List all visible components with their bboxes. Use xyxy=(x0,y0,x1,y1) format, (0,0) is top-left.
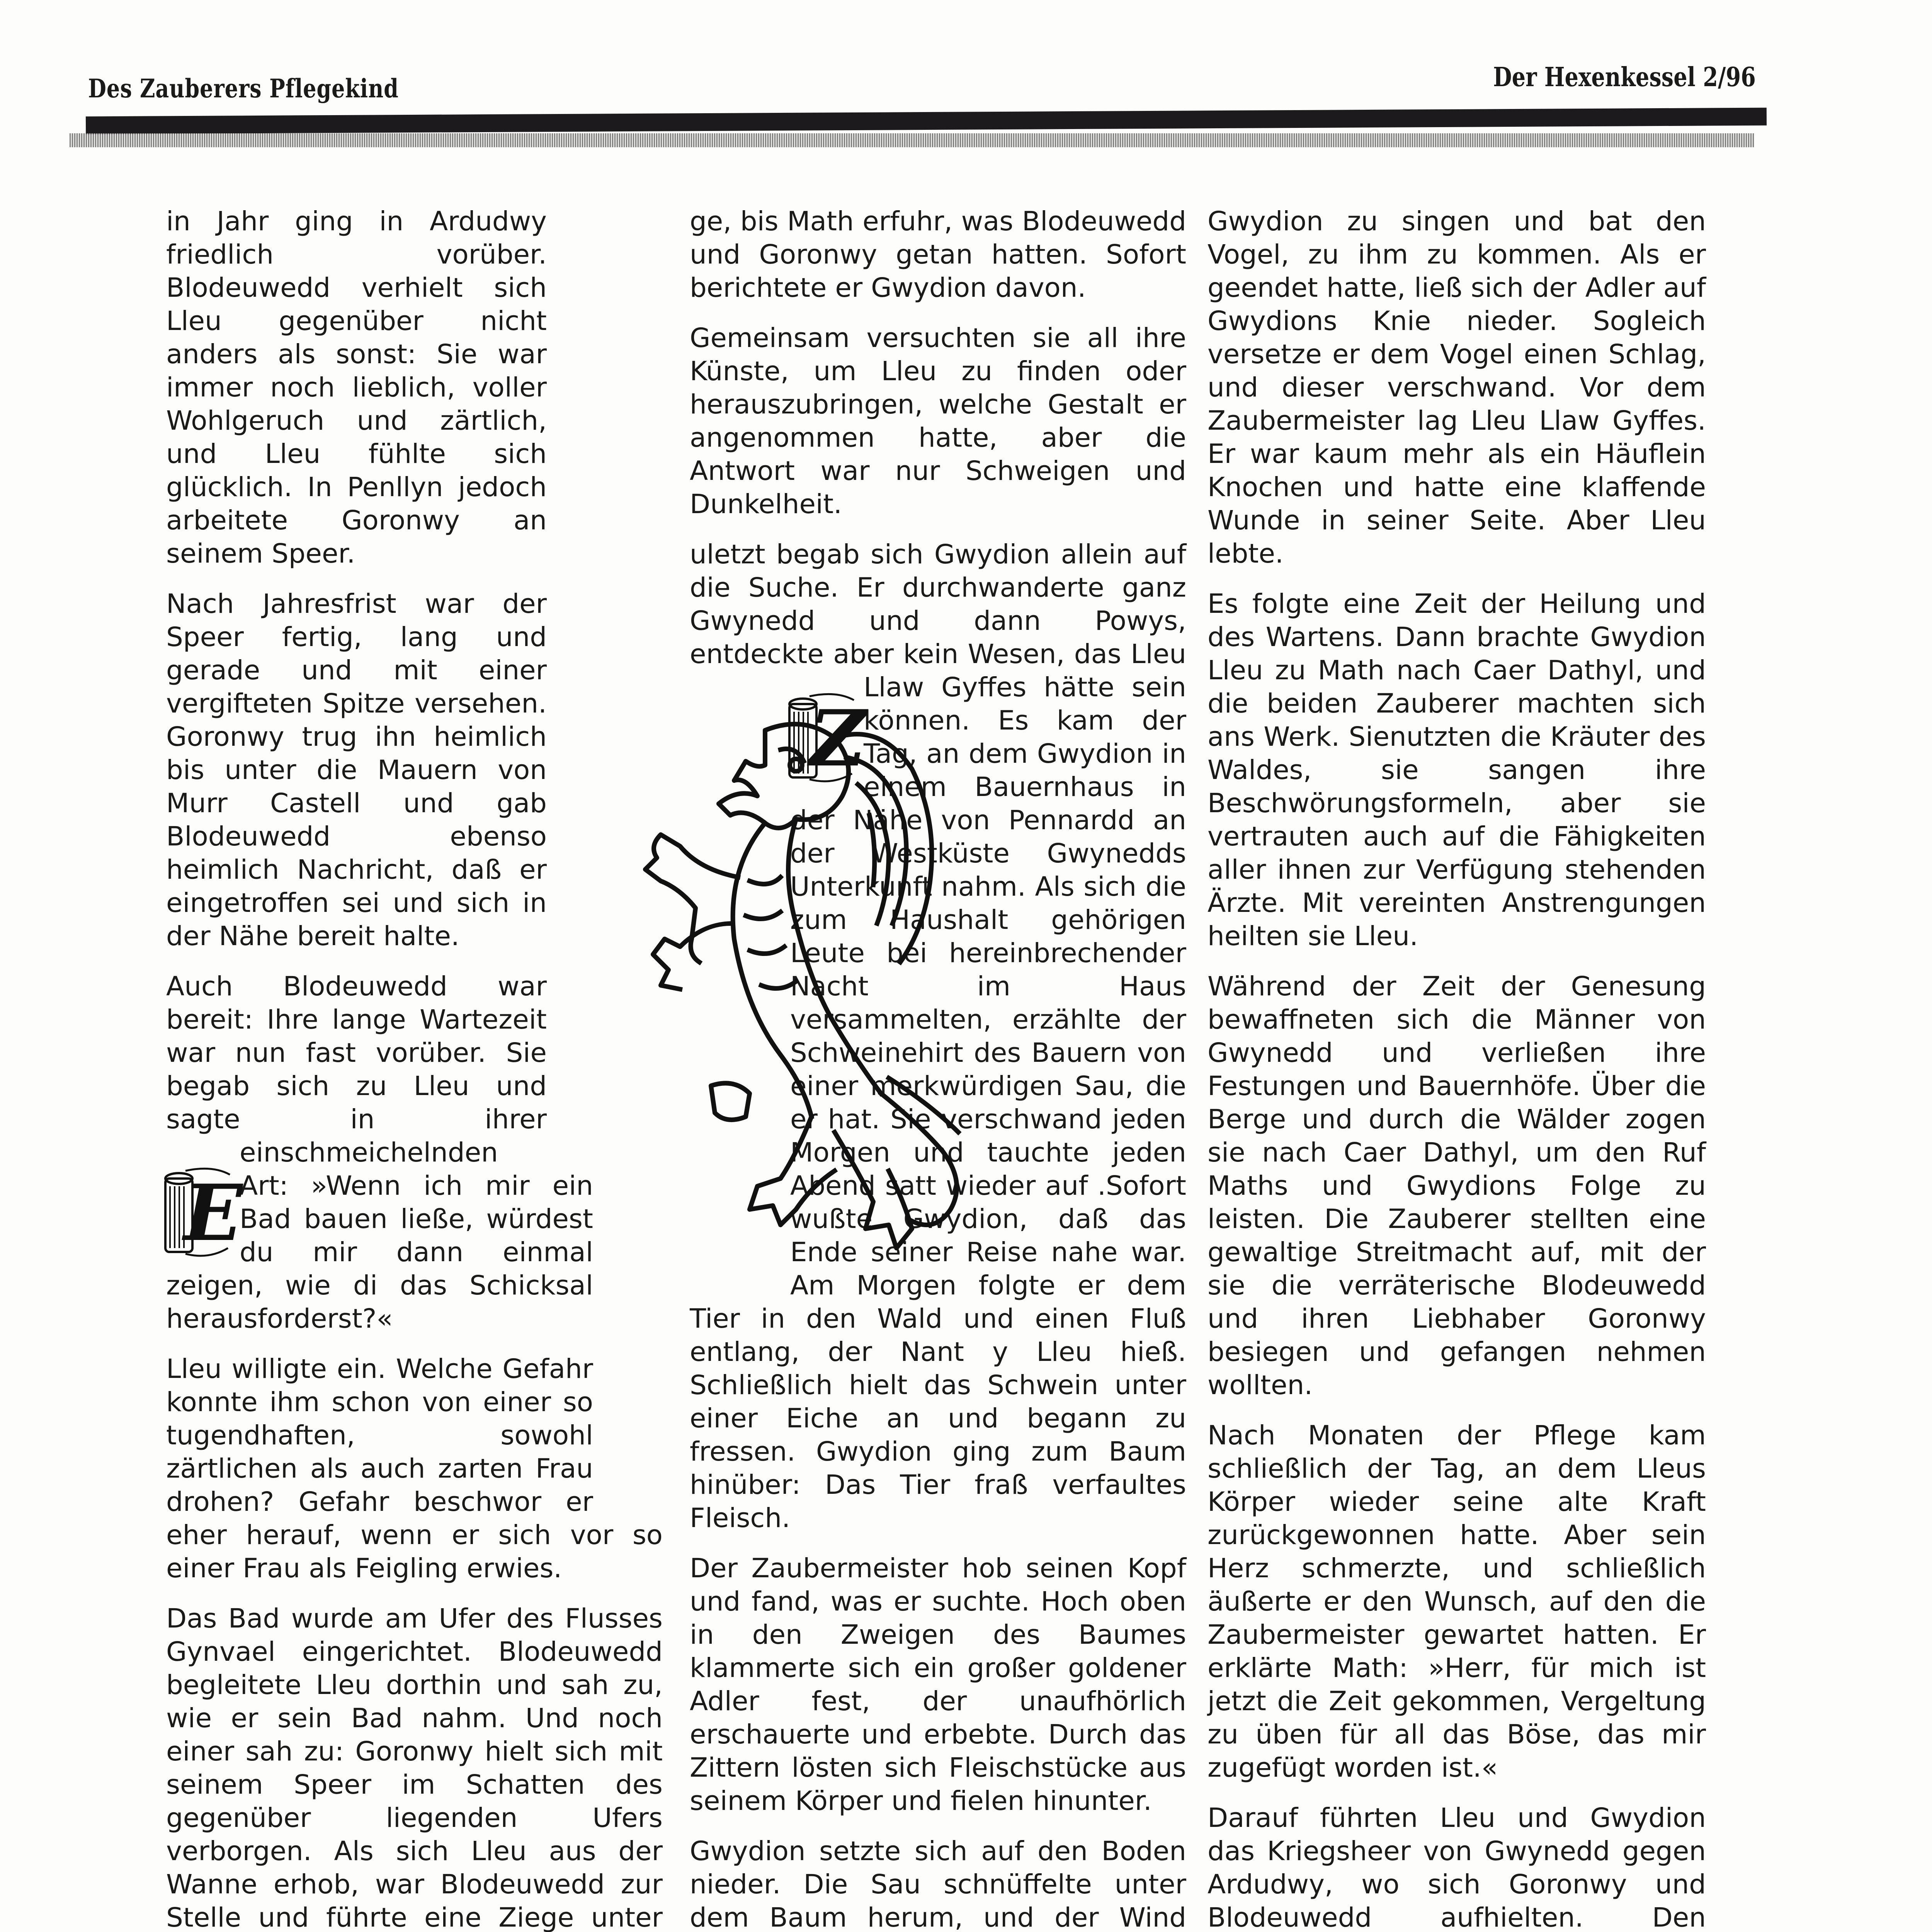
publication-issue: Der Hexenkessel 2/96 xyxy=(1493,62,1756,93)
dropcap-letter: E xyxy=(184,1168,243,1259)
paragraph-text: uletzt begab sich Gwydion allein auf die Suche. Er durchwanderte ganz Gwynedd und dann Powys, entdeckte aber kein Wesen, das Lleu Llaw Gyffes hätte sein können. Es kam der Tag, an dem Gwydion in einem Bauernhaus in der Nähe von Pennardd an der Westküste Gwynedds Unterkunft nahm. Als sich die zum Haushalt gehörigen Leute bei hereinbrechender Nacht im Haus versammelten, erzählte der Schweinehirt des Bauern von einer merkwürdigen Sau, die er hat. Sie verschwand jeden Morgen und tauchte jeden Abend satt wieder auf .Sofort wußte Gwydion, daß das Ende seiner Reise nahe war. Am Morgen folgte er dem Tier in den Wald und einen Fluß entlang, der Nant y Lleu hieß. Schließlich hielt das Schwein unter einer Eiche an und begann zu fressen. Gwydion ging zum Baum hinüber: Das Tier fraß verfaultes Fleisch. xyxy=(690,539,1186,1534)
header-rule xyxy=(86,108,1767,134)
paragraph: Auch Blodeuwedd war bereit: Ihre lange Wartezeit war nun fast vorüber. Sie begab sich zu Lleu und sagte in ihrer einschmeichelnden Art: »Wenn ich mir ein Bad bauen ließe, würdest du mir dann einmal zeigen, wie di das Schicksal herausforderst?« xyxy=(166,971,593,1334)
dragon-illustration-icon xyxy=(564,707,1047,1306)
running-title: Des Zauberers Pflegekind xyxy=(88,73,399,104)
paragraph: Gwydion setzte sich auf den Boden nieder. Die Sau schnüffelte unter dem Baum herum, und der Wind xyxy=(690,1836,1186,1932)
paragraph: Nach Monaten der Pflege kam schließlich der Tag, an dem Lleus Körper wieder seine alte Kraft zurückgewonnen hatte. Aber sein Herz schmerzte, und schließlich äußerte er den Wunsch, auf den die Zaubermeister gewartet hatten. Er erklärte Math: »Herr, für mich ist jetzt die Zeit gekommen, Vergeltung zu üben für all das Böse, das mir zugefügt worden ist.« xyxy=(1208,1420,1706,1783)
paragraph: Gwydion zu singen und bat den Vogel, zu ihm zu kommen. Als er geendet hatte, ließ sich der Adler auf Gwydions Knie nieder. Sogleich versetze er dem Vogel einen Schlag, und dieser verschwand. Vor dem Zaubermeister lag Lleu Llaw Gyffes. Er war kaum mehr als ein Häuflein Knochen und hatte eine klaffende Wunde in seiner Seite. Aber Lleu lebte. xyxy=(1208,206,1706,569)
dropcap-letter: Z xyxy=(810,693,866,784)
paragraph: ge, bis Math erfuhr, was Blodeuwedd und Goronwy getan hatten. Sofort berichtete er Gwydion davon. xyxy=(690,206,1186,303)
paragraph: Der Zaubermeister hob seinen Kopf und fand, was er suchte. Hoch oben in den Zweigen des Baumes klammerte sich ein großer goldener Adler fest, der unaufhörlich erschauerte und erbebte. Durch das Zittern lösten sich Fleischstücke aus seinem Körper und fielen hinunter. xyxy=(690,1553,1186,1816)
header-rule-shade xyxy=(70,133,1754,147)
paragraph-text: in Jahr ging in Ardudwy friedlich vorüber. Blodeuwedd verhielt sich Lleu gegenüber nicht anders als sonst: Sie war immer noch lieblich, voller Wohlgeruch und zärtlich, und Lleu fühlte sich glücklich. In Penllyn jedoch arbeitete Goronwy an seinem Speer. xyxy=(166,206,547,569)
paragraph: Nach Jahresfrist war der Speer fertig, lang und gerade und mit einer vergifteten Spitze versehen. Goronwy trug ihn heimlich bis unter die Mauern von Murr Castell und gab Blodeuwedd ebenso heimlich Nachricht, daß er eingetroffen sei und sich in der Nähe bereit halte. xyxy=(166,588,547,952)
column-3 xyxy=(1208,205,1706,1932)
paragraph: Das Bad wurde am Ufer des Flusses Gynvael eingerichtet. Blodeuwedd begleitete Lleu dorthin und sah zu, wie er sein Bad nahm. Und noch einer sah zu: Goronwy hielt sich mit seinem Speer im Schatten des gegenüber liegenden Ufers verborgen. Als sich Lleu aus der Wanne erhob, war Blodeuwedd zur Stelle und führte eine Ziege unter xyxy=(166,1603,663,1932)
dropcap-e-icon xyxy=(162,1167,243,1260)
paragraph: Es folgte eine Zeit der Heilung und des Wartens. Dann brachte Gwydion Lleu zu Math nach Caer Dathyl, und die beiden Zauberer machten sich ans Werk. Sienutzten die Kräuter des Waldes, sie sangen ihre Beschwörungsformeln, aber sie vertrauten auch auf die Fähigkeiten aller ihnen zur Verfügung stehenden Ärzte. Mit vereinten Anstrengungen heilten sie Lleu. xyxy=(1208,588,1706,952)
paragraph: Lleu willigte ein. Welche Gefahr konnte ihm schon von einer so tugendhaften, sowohl zärtlichen als auch zarten Frau drohen? Gefahr beschwor er eher herauf, wenn er sich vor so einer Frau als Feigling erwies. xyxy=(166,1354,663,1584)
paragraph: Während der Zeit der Genesung bewaffneten sich die Männer von Gwynedd und verließen ihre Festungen und Bauernhöfe. Über die Berge und durch die Wälder zogen sie nach Caer Dathyl, um den Ruf Maths und Gwydions Folge zu leisten. Die Zauberer stellten eine gewaltige Streitmacht auf, mit der sie die verräterische Blodeuwedd und ihren Liebhaber Goronwy besiegen und gefangen nehmen wollten. xyxy=(1208,971,1706,1401)
paragraph: Darauf führten Lleu und Gwydion das Kriegsheer von Gwynedd gegen Ardudwy, wo sich Goronwy und Blodeuwedd aufhielten. Den xyxy=(1208,1803,1706,1932)
paragraph: Gemeinsam versuchten sie all ihre Künste, um Lleu zu finden oder herauszubringen, welche Gestalt er angenommen hatte, aber die Antwort war nur Schweigen und Dunkelheit. xyxy=(690,323,1186,520)
